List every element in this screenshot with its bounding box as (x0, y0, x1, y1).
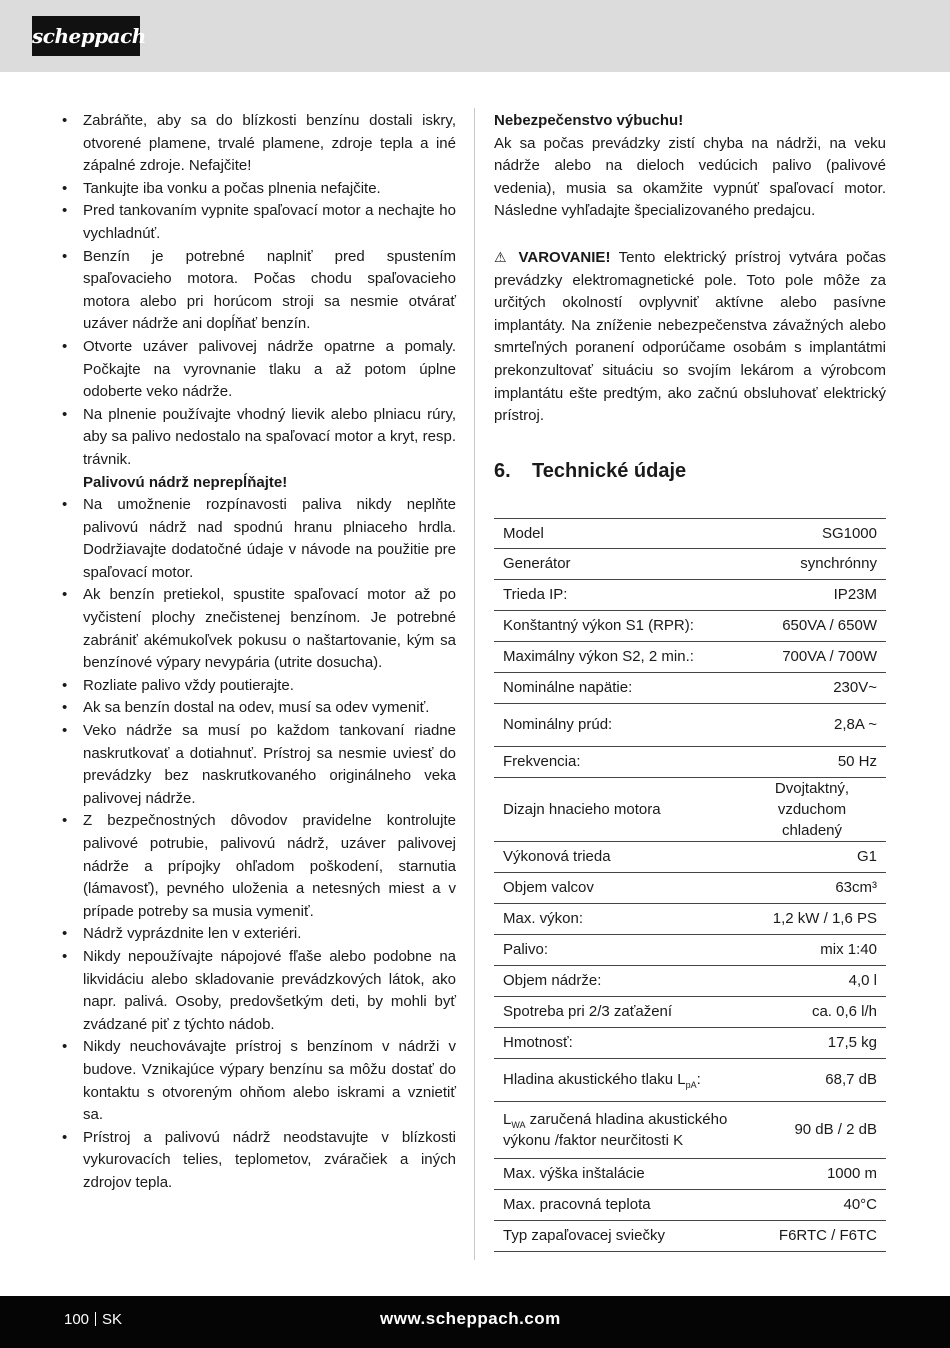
warning-text: Tento elektrický prístroj vytvára počas prevádzky elektromagnetické pole. Toto pole môže za určitých okolností ovplyvniť aktívne alebo pasívne implantáty. Na zníženie nebezpečenstva závažných alebo smrteľných poranení odporúčame osobám s implantátmi prekonzultovať situáciu so svojím lekárom a výrobcom implantátu ešte predtým, ako začnú obsluhovať elektrický prístroj. (494, 248, 886, 425)
spec-label (494, 777, 738, 841)
bullet-text: Rozliate palivo vždy poutierajte. (83, 676, 294, 694)
spec-row (494, 965, 886, 996)
spec-label-text: Objem nádrže: (503, 972, 602, 990)
bullet-text: Veko nádrže sa musí po každom tankovaní riadne naskrutkovať a dotiahnuť. Prístroj sa nesmie uviesť do prevádzky bez naskrutkovaného originálneho veka palivovej nádrže. (83, 722, 456, 807)
spec-value: 40°C (738, 1189, 886, 1220)
spec-label (494, 1158, 738, 1189)
spec-row (494, 1058, 886, 1101)
website-url: www.scheppach.com (380, 1309, 561, 1328)
bullet-item (62, 200, 456, 245)
bullet-text: Tankujte iba vonku a počas plnenia nefajčite. (83, 179, 381, 197)
bullet-item (62, 584, 456, 674)
spec-label-subscript: pA (685, 1080, 697, 1091)
spec-label (494, 672, 738, 703)
bullet-dot: • (62, 496, 68, 514)
bullet-text: Otvorte uzáver palivovej nádrže opatrne a pomaly. Počkajte na vyrovnanie tlaku a až potom úplne odoberte veko nádrže. (83, 337, 456, 401)
bullet-item (62, 946, 456, 1036)
spec-label-text: Výkonová trieda (503, 848, 611, 866)
warning-triangle-icon: ⚠ (494, 248, 507, 265)
spec-label-text: Objem valcov (503, 879, 594, 897)
spec-label (494, 746, 738, 777)
spec-label-text: Frekvencia: (503, 753, 581, 771)
spec-label (494, 641, 738, 672)
spec-label-text: Max. výška inštalácie (503, 1165, 645, 1183)
spec-value: IP23M (738, 579, 886, 610)
spec-row (494, 1189, 886, 1220)
bullet-dot: • (62, 812, 68, 830)
spec-label-text: Konštantný výkon S1 (RPR): (503, 617, 694, 635)
spec-value: 17,5 kg (738, 1027, 886, 1058)
spec-row (494, 548, 886, 579)
bullet-item (62, 697, 456, 720)
spec-label-text: Typ zapaľovacej sviečky (503, 1227, 665, 1245)
bullet-text: Na umožnenie rozpínavosti paliva nikdy neplňte palivovú nádrž nad spodnú hranu plniaceho hrdla. Dodržiavajte dodatočné údaje v návode na použitie pre spaľovací motor. (83, 496, 456, 581)
right-column (494, 110, 886, 1252)
bullet-text: Zabráňte, aby sa do blízkosti benzínu dostali iskry, otvorené plamene, trvalé plamene, zdroje tepla a iné zápalné zdroje. Nefajčite! (83, 112, 456, 175)
spec-label-text: Hmotnosť: (503, 1034, 573, 1052)
spec-label (494, 703, 738, 746)
spec-row (494, 996, 886, 1027)
spec-label-text: zaručená hladina akustického výkonu /faktor neurčitosti K (503, 1110, 728, 1149)
bold-note: Palivovú nádrž neprepĺňajte! (83, 473, 288, 491)
spec-value: 50 Hz (738, 746, 886, 777)
scheppach-logo: scheppach (32, 16, 140, 56)
spec-label-text: Model (503, 524, 544, 542)
spec-row (494, 1220, 886, 1251)
bullet-item (62, 404, 456, 472)
spec-label-text: Palivo: (503, 941, 549, 959)
spec-value: 1,2 kW / 1,6 PS (738, 903, 886, 934)
spec-row (494, 610, 886, 641)
bullet-dot: • (62, 1128, 68, 1146)
spec-value: 90 dB / 2 dB (738, 1101, 886, 1158)
spec-label-text: Trieda IP: (503, 586, 568, 604)
spec-value: SG1000 (738, 518, 886, 548)
bullet-text: Na plnenie používajte vhodný lievik alebo plniacu rúry, aby sa palivo nedostalo na spaľovací motor a kryt, resp. trávnik. (83, 405, 456, 468)
spec-label (494, 1058, 738, 1101)
language-code: SK (102, 1311, 123, 1328)
spec-label (494, 1027, 738, 1058)
spec-label (494, 872, 738, 903)
bullet-text: Pred tankovaním vypnite spaľovací motor a nechajte ho vychladnúť. (83, 202, 456, 242)
spec-value: synchrónny (738, 548, 886, 579)
spec-label (494, 518, 738, 548)
footer-separator (95, 1312, 96, 1326)
bullet-item (62, 1036, 456, 1126)
bullet-dot: • (62, 405, 68, 423)
spec-row (494, 703, 886, 746)
page-footer (0, 1296, 950, 1348)
spec-row (494, 903, 886, 934)
spec-row (494, 746, 886, 777)
spec-label-prefix: L (503, 1110, 512, 1128)
spec-row (494, 518, 886, 548)
bullet-text: Ak benzín pretiekol, spustite spaľovací motor až po vyčistení plochy znečistenej benzínom. Je potrebné zabrániť akémukoľvek pokusu o naštartovanie, kým sa benzínové výpary nevypária (utrite dosucha). (83, 586, 456, 672)
spec-label (494, 965, 738, 996)
spec-row (494, 1027, 886, 1058)
bullet-text: Nikdy neuchovávajte prístroj s benzínom v nádrži v budove. Vznikajúce výpary benzínu sa môžu dostať do kontaktu s otvoreným ohňom alebo iskrami a vznietiť sa. (83, 1038, 456, 1124)
spec-label (494, 610, 738, 641)
bullet-text: Nádrž vyprázdnite len v exteriéri. (83, 925, 302, 943)
bullet-dot: • (62, 112, 68, 129)
page-number-block (64, 1311, 122, 1328)
spec-label (494, 579, 738, 610)
spec-row (494, 1158, 886, 1189)
spec-label-text: Nominálne napätie: (503, 679, 633, 697)
bullet-dot: • (62, 337, 68, 355)
warning-paragraph (494, 246, 886, 428)
bullet-dot: • (62, 179, 68, 197)
spec-row (494, 872, 886, 903)
spec-label (494, 548, 738, 579)
column-divider (474, 108, 475, 1260)
spec-label (494, 1220, 738, 1251)
spec-value: 650VA / 650W (738, 610, 886, 641)
bullet-dot: • (62, 699, 68, 717)
spec-label-text: Nominálny prúd: (503, 716, 613, 734)
spec-row (494, 934, 886, 965)
spec-row (494, 777, 886, 841)
spec-value: Dvojtaktný, vzduchom chladený (738, 777, 886, 841)
bullet-text: Benzín je potrebné naplniť pred spustením spaľovacieho motora. Počas chodu spaľovacieho motora alebo pri horúcom stroji sa nesmie otvárať uzáver nádrže ani dopĺňať benzín. (83, 247, 456, 333)
spec-label (494, 934, 738, 965)
bullet-dot: • (62, 202, 68, 220)
spec-value: G1 (738, 841, 886, 872)
page-number: 100 (64, 1311, 90, 1328)
spec-label (494, 1189, 738, 1220)
section-title: Technické údaje (532, 459, 687, 482)
bullet-dot: • (62, 676, 68, 694)
bullet-dot: • (62, 586, 68, 604)
bullet-text: Z bezpečnostných dôvodov pravidelne kontrolujte palivové potrubie, palivovú nádrž, uzáver palivovej nádrže a prípojky ohľadom poškodení, starnutia (lámavosť), pevného uloženia a netesných miest a v prípade potreby sa musia vymeniť. (83, 812, 456, 920)
bullet-item (62, 246, 456, 336)
spec-value: ca. 0,6 l/h (738, 996, 886, 1027)
spec-value: 2,8A ~ (738, 703, 886, 746)
spec-row (494, 672, 886, 703)
spec-value: 68,7 dB (738, 1058, 886, 1101)
bullet-item (62, 178, 456, 201)
spec-row (494, 641, 886, 672)
spec-label (494, 996, 738, 1027)
bullet-item (62, 720, 456, 810)
spec-label-suffix: : (696, 1071, 701, 1089)
bullet-item (62, 810, 456, 923)
bullet-dot: • (62, 247, 68, 265)
bullet-item (62, 336, 456, 404)
explosion-text: Ak sa počas prevádzky zistí chyba na nádrži, na veku nádrže alebo na dieloch vedúcich palivo (palivové vedenia), musia sa okamžite vypnúť spaľovací motor. Následne vyhľadajte špecializovaného predajcu. (494, 134, 886, 220)
bullet-item (62, 494, 456, 584)
spec-value: 1000 m (738, 1158, 886, 1189)
bullet-item (62, 110, 456, 178)
spec-value: F6RTC / F6TC (738, 1220, 886, 1251)
explosion-heading: Nebezpečenstvo výbuchu! (494, 112, 684, 129)
spec-row (494, 579, 886, 610)
spec-label-text: Dizajn hnacieho motora (503, 800, 661, 818)
spec-label-prefix-subscript: WA (511, 1119, 526, 1130)
spec-value: mix 1:40 (738, 934, 886, 965)
spec-label-text: Generátor (503, 555, 571, 573)
technical-data-table (494, 518, 886, 1252)
bullet-dot: • (62, 947, 68, 965)
bullet-item (62, 675, 456, 698)
safety-bullet-list (62, 110, 456, 1195)
spec-label-text: Spotreba pri 2/3 zaťažení (503, 1003, 673, 1021)
bullet-text: Ak sa benzín dostal na odev, musí sa odev vymeniť. (83, 699, 430, 717)
warning-label: VAROVANIE! (518, 248, 611, 266)
spec-label-text: Max. pracovná teplota (503, 1196, 651, 1214)
bullet-item (62, 923, 456, 946)
bullet-dot: • (62, 722, 68, 740)
page-header (0, 0, 950, 72)
bullet-text: Nikdy nepoužívajte nápojové fľaše alebo podobne na likvidáciu alebo skladovanie prevádzkových látok, ako napr. palivá. Osoby, predovšetkým deti, by mohli byť zvádzané piť z týchto nádob. (83, 947, 456, 1033)
section-number: 6. (494, 459, 511, 482)
bullet-item (62, 1127, 456, 1195)
spec-label-text: Max. výkon: (503, 910, 584, 928)
spec-value: 700VA / 700W (738, 641, 886, 672)
bullet-text: Prístroj a palivovú nádrž neodstavujte v blízkosti vykurovacích telies, teplometov, zváračiek a iných zdrojov tepla. (83, 1128, 456, 1191)
spec-value: 4,0 l (738, 965, 886, 996)
spec-label-text: Maximálny výkon S2, 2 min.: (503, 648, 694, 666)
section-heading (494, 458, 886, 484)
bullet-dot: • (62, 925, 68, 943)
spec-row (494, 841, 886, 872)
spec-value: 230V~ (738, 672, 886, 703)
spec-label (494, 903, 738, 934)
spec-label (494, 1101, 738, 1158)
spec-label (494, 841, 738, 872)
bullet-dot: • (62, 1038, 68, 1056)
spec-label-text: Hladina akustického tlaku L (503, 1071, 686, 1089)
spec-value: 63cm³ (738, 872, 886, 903)
left-column (62, 110, 456, 1195)
spec-row (494, 1101, 886, 1158)
